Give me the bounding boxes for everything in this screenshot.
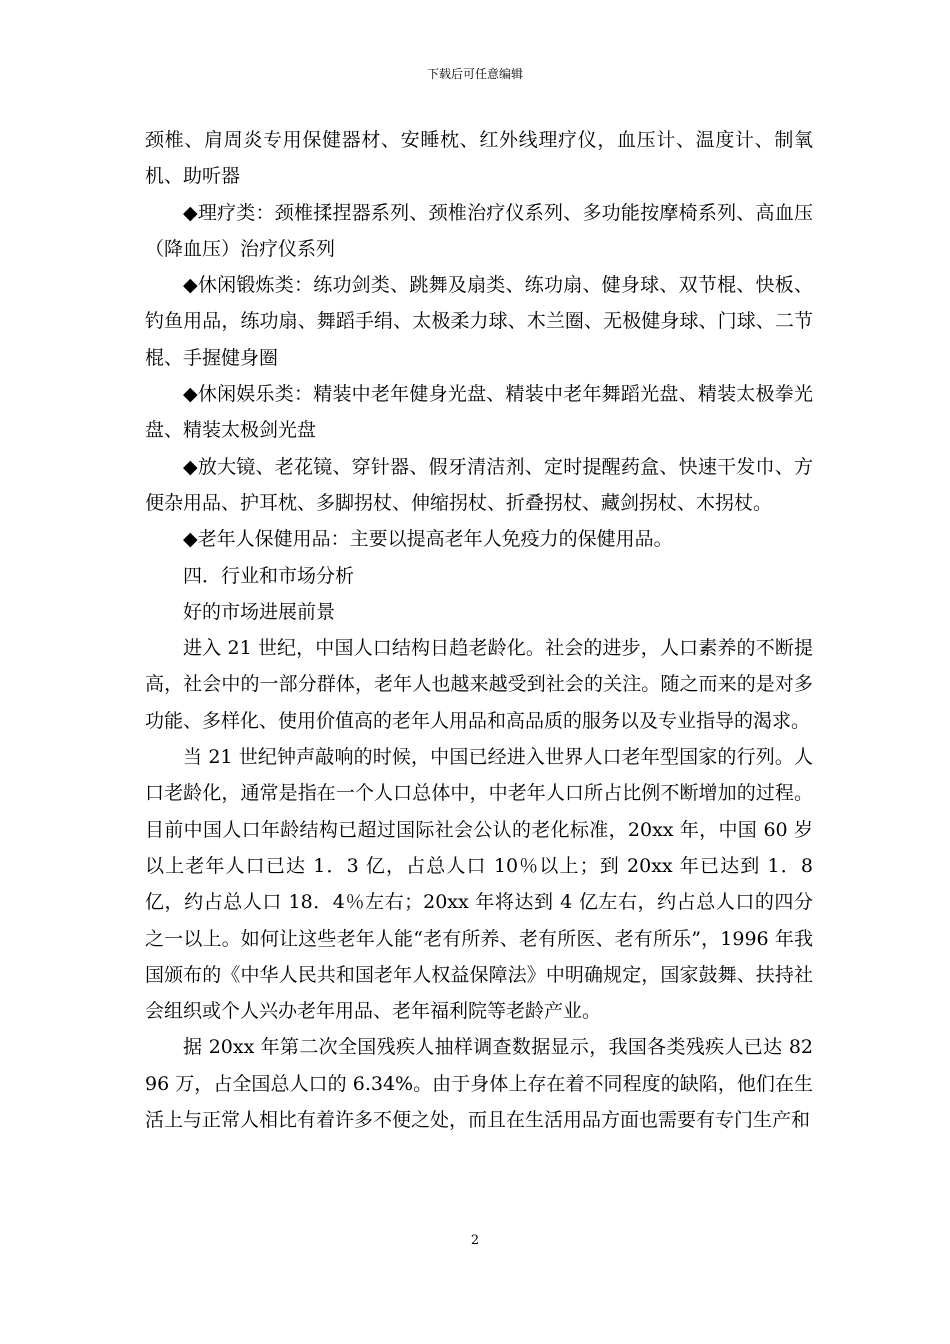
subsection-heading: 好的市场进展前景 [183, 600, 336, 623]
paragraph-4: ◆休闲娱乐类：精装中老年健身光盘、精装中老年舞蹈光盘、精装太极拳光盘、精装太极剑光盘 [145, 383, 813, 442]
paragraph-5: ◆放大镜、老花镜、穿针器、假牙清洁剂、定时提醒药盒、快速干发巾、方便杂用品、护耳枕、多脚拐杖、伸缩拐杖、折叠拐杖、藏剑拐杖、木拐杖。 [145, 455, 813, 514]
document-body [145, 122, 813, 1138]
page-number: 2 [470, 1233, 480, 1248]
paragraph-10: 当 21 世纪钟声敲响的时候，中国已经进入世界人口老年型国家的行列。人口老龄化，通常是指在一个人口总体中，中老年人口所占比例不断增加的过程。目前中国人口年龄结构已超过国际社会公认的老化标准，20xx 年，中国 60 岁以上老年人口已达 1．3 亿，占总人口 10％以上；到 20xx 年已达到 1．8 亿，约占总人口 18．4％左右；20xx 年将达到 4 亿左右，约占总人口的四分之一以上。如何让这些老年人能“老有所养、老有所医、老有所乐”，1996 年我国颁布的《中华人民共和国老年人权益保障法》中明确规定，国家鼓舞、扶持社会组织或个人兴办老年用品、老年福利院等老龄产业。 [145, 746, 813, 1023]
page-header: 下载后可任意编辑 [426, 67, 523, 81]
paragraph-6: ◆老年人保健用品：主要以提高老年人免疫力的保健用品。 [183, 528, 673, 551]
paragraph-3: ◆休闲锻炼类：练功剑类、跳舞及扇类、练功扇、健身球、双节棍、快板、钓鱼用品，练功扇、舞蹈手绢、太极柔力球、木兰圈、无极健身球、门球、二节棍、手握健身圈 [145, 274, 813, 369]
paragraph-2: ◆理疗类：颈椎揉捏器系列、颈椎治疗仪系列、多功能按摩椅系列、高血压（降血压）治疗仪系列 [145, 201, 813, 260]
section-heading: 四．行业和市场分析 [183, 564, 355, 587]
paragraph-9: 进入 21 世纪，中国人口结构日趋老龄化。社会的进步，人口素养的不断提高，社会中的一部分群体，老年人也越来越受到社会的关注。随之而来的是对多功能、多样化、使用价值高的老年人用品和高品质的服务以及专业指导的渴求。 [145, 637, 813, 732]
paragraph-1: 颈椎、肩周炎专用保健器材、安睡枕、红外线理疗仪，血压计、温度计、制氧机、助听器 [145, 129, 813, 188]
paragraph-11: 据 20xx 年第二次全国残疾人抽样调查数据显示，我国各类残疾人已达 8296 万，占全国总人口的 6.34%。由于身体上存在着不同程度的缺陷，他们在生活上与正常人相比有着许多不便之处，而且在生活用品方面也需要有专门生产和 [145, 1036, 813, 1132]
